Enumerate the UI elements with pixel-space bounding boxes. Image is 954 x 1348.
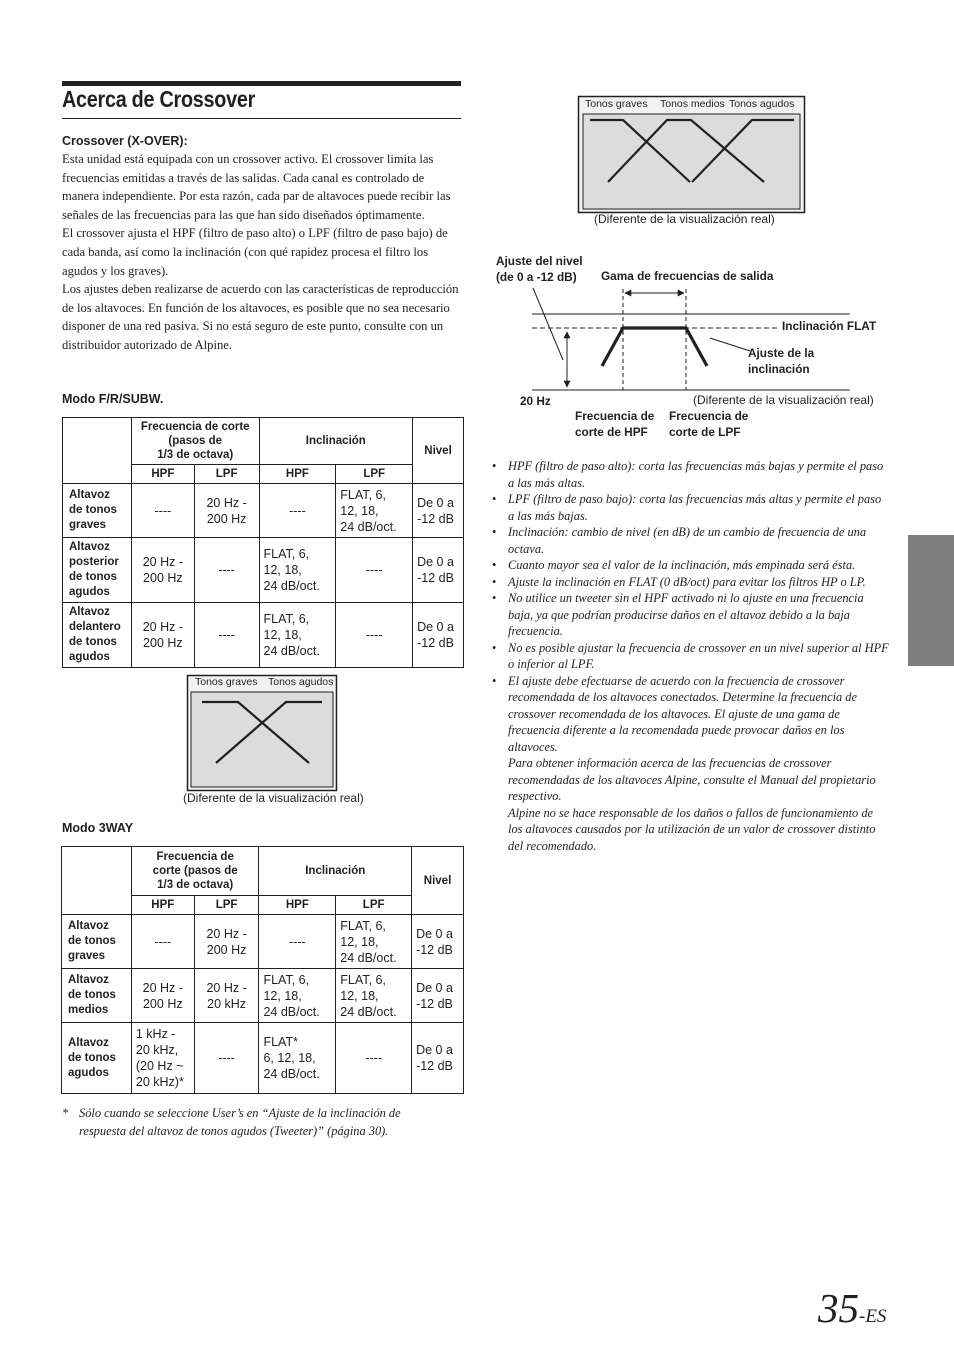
page-title: Acerca de Crossover [62,86,256,112]
frsubw-table [62,417,464,668]
header-cutoff: Frecuencia de corte (pasos de 1/3 de octava) [131,418,259,465]
cell-hpf: ---- [131,915,194,969]
cell-level: De 0 a -12 dB [413,484,464,538]
filter-response-graph [520,285,860,395]
table-row [63,484,464,538]
header-slope-hpf: HPF [259,896,336,915]
diagram-caption: (Diferente de la visualización real) [183,791,364,805]
list-item-continuation: Alpine no se hace responsable de los daños o fallos de funcionamiento de los altavoces causados por la utilización de un valor de crossover distinto del recomendado. [508,805,876,853]
cell-lpf: 20 Hz - 200 Hz [194,915,259,969]
cell-hpf: 20 Hz - 200 Hz [131,969,194,1023]
label-bass: Tonos graves [195,676,258,688]
header-slope: Inclinación [259,418,413,465]
label-slope-adjust: Ajuste de la inclinación [748,346,815,376]
cell-lpf: 20 Hz - 200 Hz [194,484,259,538]
row-label: Altavoz de tonos agudos [62,1023,132,1094]
page-number: 35-ES [818,1285,887,1331]
cell-lpf: ---- [194,1023,259,1094]
cell-hpf: 20 Hz - 200 Hz [131,538,194,603]
cell-slope-lpf: FLAT, 6, 12, 18, 24 dB/oct. [336,484,413,538]
header-hpf: HPF [131,896,194,915]
header-lpf: LPF [194,896,259,915]
header-slope-lpf: LPF [336,465,413,484]
row-label: Altavoz de tonos medios [62,969,132,1023]
cell-slope-lpf: FLAT, 6, 12, 18, 24 dB/oct. [336,915,412,969]
intro-paragraph: Los ajustes deben realizarse de acuerdo con las características de reproducción de los altavoces. En función de los altavoces, es posible que no sea necesario disponer de una red pasiva. Si no está seguro de este punto, consulte con un distribuidor autorizado de Alpine. [62,282,459,352]
cell-level: De 0 a -12 dB [412,969,464,1023]
intro-text [62,150,461,355]
cell-slope-lpf: FLAT, 6, 12, 18, 24 dB/oct. [336,969,412,1023]
list-item-continuation: Para obtener información acerca de las frecuencias de crossover recomendadas de los altavoces Alpine, consulte el Manual del propietario respectivo. [508,756,876,803]
three-way-display-diagram [577,95,806,214]
footnote: * Sólo cuando se seleccione User’s en “Ajuste de la inclinación de respuesta del altavoz de tonos agudos (Tweeter)” (página 30). [62,1106,401,1138]
cell-slope-hpf: ---- [259,915,336,969]
header-level: Nivel [413,418,464,484]
intro-paragraph: El crossover ajusta el HPF (filtro de paso alto) o LPF (filtro de paso bajo) de cada banda, así como la inclinación (con qué rapidez procesa el filtro los agudos y los graves). [62,226,448,278]
table-corner [63,418,132,484]
list-item: • Ajuste la inclinación en FLAT (0 dB/oct) para evitar los filtros HP o LP. [492,574,866,589]
list-item: • El ajuste debe efectuarse de acuerdo con la frecuencia de crossover recomendada de los altavoces conectados. Determine la frecuencia de crossover recomendada de los altavoces. El ajuste de una gama de frecuencia diferente a la recomendada puede provocar daños en los altavoces. [492,673,858,754]
cell-slope-lpf: ---- [336,1023,412,1094]
cell-level: De 0 a -12 dB [412,1023,464,1094]
cell-hpf: ---- [131,484,194,538]
cell-level: De 0 a -12 dB [412,915,464,969]
graph-caption: (Diferente de la visualización real) [693,393,874,407]
table-row [63,603,464,668]
footnote-mark: * [62,1106,69,1120]
row-label: Altavoz delantero de tonos agudos [63,603,132,668]
cell-slope-hpf: FLAT, 6, 12, 18, 24 dB/oct. [259,603,336,668]
crossover-heading: Crossover (X-OVER): [62,134,188,148]
intro-paragraph: Esta unidad está equipada con un crossover activo. El crossover limita las frecuencias emitidas a través de las salidas. Cada canal es controlado de manera independiente. Por esta razón, cada par de altavoces puede recibir las señales de las frecuencias para las que han sido diseñados óptimamente. [62,152,451,222]
header-cutoff: Frecuencia de corte (pasos de 1/3 de octava) [131,847,259,896]
header-slope-hpf: HPF [259,465,336,484]
cell-slope-hpf: FLAT* 6, 12, 18, 24 dB/oct. [259,1023,336,1094]
cell-level: De 0 a -12 dB [413,538,464,603]
label-treble: Tonos agudos [729,98,795,110]
list-item: • No es posible ajustar la frecuencia de crossover en un nivel superior al HPF o inferior al LPF. [492,640,889,671]
label-20hz: 20 Hz [520,394,551,408]
label-bass: Tonos graves [585,98,648,110]
row-label: Altavoz posterior de tonos agudos [63,538,132,603]
cell-slope-hpf: FLAT, 6, 12, 18, 24 dB/oct. [259,538,336,603]
two-way-display-diagram [186,674,338,792]
mode-frsubw-heading: Modo F/R/SUBW. [62,392,164,406]
cell-lpf: 20 Hz - 20 kHz [194,969,259,1023]
label-hpf-cutoff: Frecuencia de corte de HPF [575,409,655,439]
table-row [62,1023,464,1094]
cell-lpf: ---- [194,538,259,603]
list-item: • HPF (filtro de paso alto): corta las frecuencias más bajas y permite el paso a las más altas. [492,459,884,490]
list-item: • Cuanto mayor sea el valor de la inclinación, más empinada será ésta. [492,558,856,572]
label-treble: Tonos agudos [268,676,334,688]
row-label: Altavoz de tonos graves [63,484,132,538]
label-mid: Tonos medios [660,98,725,110]
cell-hpf: 1 kHz - 20 kHz, (20 Hz ~ 20 kHz)* [131,1023,194,1094]
threeway-table [61,846,464,1094]
header-slope-lpf: LPF [336,896,412,915]
header-lpf: LPF [194,465,259,484]
label-lpf-cutoff: Frecuencia de corte de LPF [669,409,749,439]
mode-3way-heading: Modo 3WAY [62,821,134,835]
cell-hpf: 20 Hz - 200 Hz [131,603,194,668]
cell-level: De 0 a -12 dB [413,603,464,668]
list-item: • LPF (filtro de paso bajo): corta las frecuencias más altas y permite el paso a las más bajas. [492,492,882,523]
table-row [62,915,464,969]
label-level-adjust: Ajuste del nivel (de 0 a -12 dB) [496,254,583,284]
table-row [63,538,464,603]
section-tab [908,535,954,666]
cell-lpf: ---- [194,603,259,668]
cell-slope-lpf: ---- [336,603,413,668]
header-slope: Inclinación [259,847,412,896]
cell-slope-hpf: FLAT, 6, 12, 18, 24 dB/oct. [259,969,336,1023]
title-rule [62,118,461,119]
header-level: Nivel [412,847,464,915]
table-corner [62,847,132,915]
label-output-range: Gama de frecuencias de salida [601,269,774,283]
list-item: • Inclinación: cambio de nivel (en dB) de un cambio de frecuencia de una octava. [492,525,867,556]
header-hpf: HPF [131,465,194,484]
cell-slope-hpf: ---- [259,484,336,538]
cell-slope-lpf: ---- [336,538,413,603]
notes-list [492,458,890,854]
diagram-caption: (Diferente de la visualización real) [594,212,775,226]
list-item: • No utilice un tweeter sin el HPF activado ni lo ajuste en una frecuencia baja, ya que podrían producirse daños en el altavoz debido a la baja frecuencia. [492,591,864,638]
row-label: Altavoz de tonos graves [62,915,132,969]
table-row [62,969,464,1023]
label-flat-slope: Inclinación FLAT [782,319,877,333]
